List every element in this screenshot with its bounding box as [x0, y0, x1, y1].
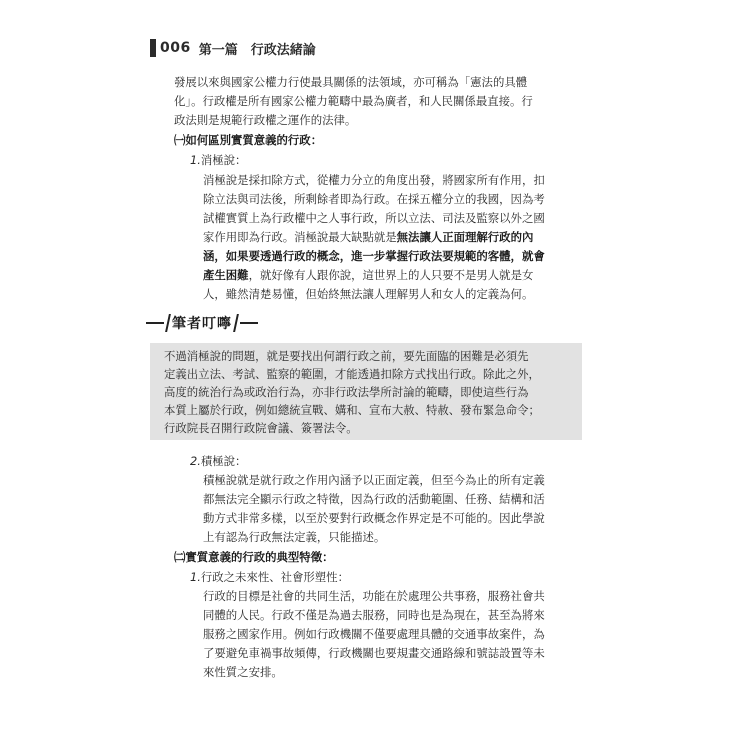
intro-line: 政法則是規範行政權之運作的法律。 — [174, 113, 357, 127]
section-heading-one: ㈠如何區別實質意義的行政： — [174, 133, 323, 147]
author-tip-title — [146, 312, 258, 334]
emphasis-text: 涵，如果要透過行政的概念，進一步掌握行政法要規範的客體，就會 — [203, 249, 545, 263]
tip-line: 定義出立法、考試、監察的範圍，才能透過扣除方式找出行政。除此之外， — [164, 367, 540, 381]
body-line: 積極說就是就行政之作用內涵予以正面定義，但至今為止的所有定義 — [203, 473, 545, 487]
item-heading-negative-theory — [190, 151, 246, 170]
tip-bar-left — [165, 314, 171, 332]
intro-line: 化」。行政權是所有國家公權力範疇中最為廣者，和人民關係最直接。行 — [174, 94, 533, 108]
body-line: 來性質之安排。 — [203, 665, 283, 679]
body-line — [203, 247, 545, 266]
body-line: 動方式非常多樣，以至於要對行政概念作界定是不可能的。因此學說 — [203, 511, 545, 525]
tip-label: 筆者叮嚀 — [172, 316, 232, 332]
running-header — [150, 37, 316, 59]
item-number: 1. — [190, 153, 201, 167]
item-number: 2. — [190, 454, 201, 468]
body-line: 人，雖然清楚易懂，但始終無法讓人理解男人和女人的定義為何。 — [203, 287, 534, 301]
item-title: 積極說： — [200, 454, 247, 468]
body-line — [203, 266, 533, 285]
body-line: 同體的人民。行政不僅是為過去服務，同時也是為現在，甚至為將來 — [203, 608, 545, 622]
body-line: 除立法與司法後，所剩餘者即為行政。在採五權分立的我國，因為考 — [203, 192, 545, 206]
body-line: 試權實質上為行政權中之人事行政，所以立法、司法及監察以外之國 — [203, 211, 545, 225]
emphasis-text: 無法讓人正面理解行政的內 — [396, 230, 534, 244]
tip-bar-right — [233, 314, 239, 332]
item-title: 行政之未來性、社會形塑性： — [200, 570, 349, 584]
header-tab-mark — [150, 39, 156, 57]
body-line: 消極說是採扣除方式，從權力分立的角度出發，將國家所有作用，扣 — [203, 173, 545, 187]
body-line: 了要避免車禍事故頻傳，行政機關也要規畫交通路線和號誌設置等未 — [203, 646, 545, 660]
item-heading-positive-theory — [190, 452, 246, 471]
section-heading-two: ㈡實質意義的行政的典型特徵： — [174, 550, 334, 564]
tip-line: 高度的統治行為或政治行為，亦非行政法學所討論的範疇，即使這些行為 — [164, 385, 529, 399]
tip-line: 行政院長召開行政院會議、簽署法令。 — [164, 421, 358, 435]
body-line: 服務之國家作用。例如行政機關不僅要處理具體的交通事故案件，為 — [203, 627, 545, 641]
body-line — [203, 228, 533, 247]
emphasis-text: 產生困難 — [203, 268, 249, 282]
chapter-title: 第一篇 行政法緒論 — [198, 42, 316, 58]
body-line: 上有認為行政無法定義，只能描述。 — [203, 530, 386, 544]
author-tip-box — [150, 343, 582, 440]
page-number: 006 — [160, 40, 191, 56]
body-text: ，就好像有人跟你說，這世界上的人只要不是男人就是女 — [248, 268, 534, 282]
item-title: 消極說： — [200, 153, 247, 167]
item-number: 1. — [190, 570, 201, 584]
body-text: 家作用即為行政。消極說最大缺點就是 — [203, 230, 397, 244]
item-heading-future-orientation — [190, 568, 349, 587]
body-line: 都無法完全顯示行政之特徵，因為行政的活動範圍、任務、結構和活 — [203, 492, 545, 506]
intro-line: 發展以來與國家公權力行使最具關係的法領域，亦可稱為「憲法的具體 — [174, 75, 528, 89]
tip-rule-right — [240, 322, 258, 324]
body-line: 行政的目標是社會的共同生活，功能在於處理公共事務，服務社會共 — [203, 589, 545, 603]
tip-line: 不過消極說的問題，就是要找出何謂行政之前，要先面臨的困難是必須先 — [164, 349, 529, 363]
tip-line: 本質上屬於行政，例如總統宣戰、媾和、宣布大赦、特赦、發布緊急命令； — [164, 403, 540, 417]
tip-rule-left — [146, 322, 164, 324]
